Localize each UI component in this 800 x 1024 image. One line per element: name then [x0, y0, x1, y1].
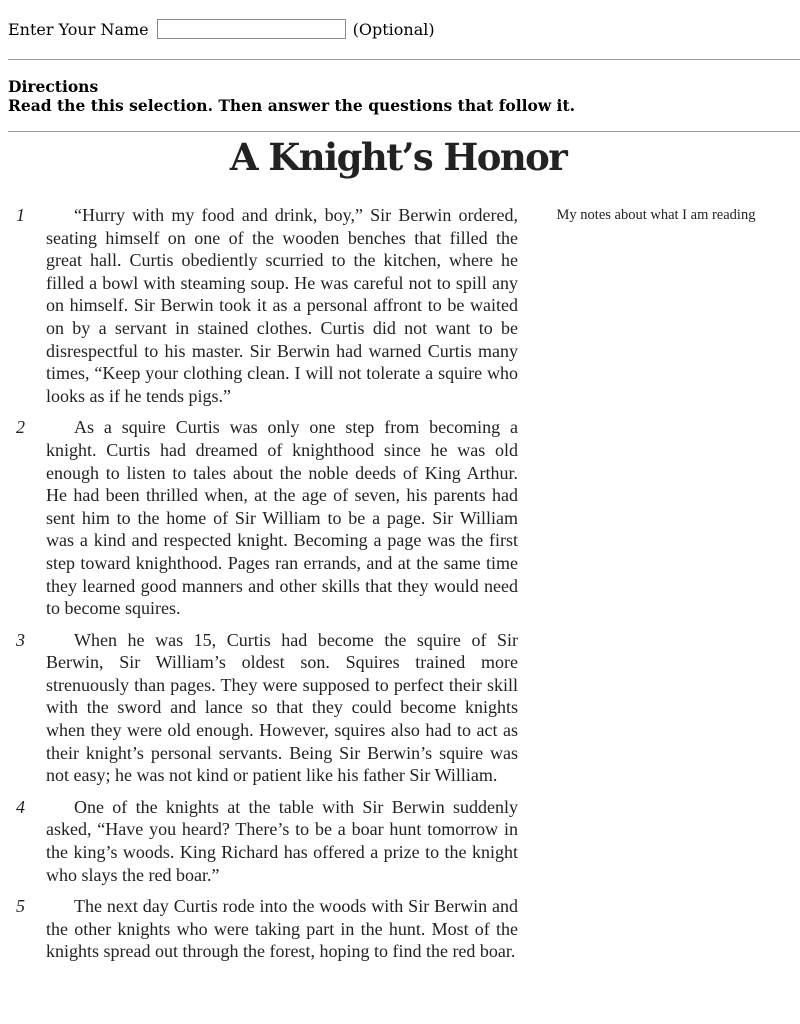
passage-title: A Knight’s Honor: [229, 135, 567, 179]
paragraph-text: As a squire Curtis was only one step from becoming a knight. Curtis had dreamed of knighthood since he was old enough to listen to tales about the noble deeds of King Arthur. He had been thrilled when, at the age of seven, his parents had sent him to the home of Sir William to be a page. Sir William was a kind and respected knight. Becoming a page was the first step toward knighthood. Pages ran errands, and at the same time they learned good manners and other skills that they would need to become squires.: [46, 417, 518, 619]
paragraph-text: One of the knights at the table with Sir Berwin suddenly asked, “Have you heard? There’s to be a boar hunt tomorrow in the king’s woods. King Richard has offered a prize to the knight who slays the red boar.”: [46, 796, 518, 885]
passage-body: [0, 204, 560, 972]
paragraph-text: The next day Curtis rode into the woods with Sir Berwin and the other knights who were taking part in the hunt. Most of the knights spread out through the forest, hoping to find the red boar.: [46, 896, 518, 962]
title-divider: [8, 131, 800, 132]
paragraph: [0, 796, 560, 886]
name-entry-row: [8, 17, 435, 41]
notes-label: My notes about what I am reading: [556, 207, 756, 223]
optional-label: (Optional): [352, 19, 435, 39]
paragraph-number: 2: [16, 417, 25, 438]
directions-block: [8, 77, 575, 115]
paragraph-text: When he was 15, Curtis had become the squire of Sir Berwin, Sir William’s oldest son. Squires trained more strenuously than pages. They were supposed to perfect their skill with the sword and lance so that they could become knights when they were old enough. However, squires also had to act as their knight’s personal servants. Being Sir Berwin’s squire was not easy; he was not kind or patient like his father Sir William.: [46, 629, 518, 786]
paragraph: [0, 629, 560, 787]
paragraph-number: 3: [16, 629, 25, 650]
name-input[interactable]: [157, 19, 346, 39]
paragraph-number: 5: [16, 896, 25, 917]
name-label: Enter Your Name: [8, 19, 149, 39]
paragraph: [0, 416, 560, 619]
paragraph-number: 4: [16, 796, 25, 817]
directions-heading: Directions: [8, 77, 99, 96]
top-divider: [8, 59, 800, 60]
paragraph: [0, 895, 560, 963]
directions-text: Read the this selection. Then answer the questions that follow it.: [8, 96, 575, 115]
paragraph: [0, 204, 560, 407]
paragraph-number: 1: [16, 205, 25, 225]
paragraph-text: “Hurry with my food and drink, boy,” Sir Berwin ordered, seating himself on one of the wooden benches that filled the great hall. Curtis obediently scurried to the kitchen, where he filled a bowl with steaming soup. He was careful not to spill any on himself. Sir Berwin took it as a personal affront to be waited on by a servant in stained clothes. Curtis did not want to be disrespectful to his master. Sir Berwin had warned Curtis many times, “Keep your clothing clean. I will not tolerate a squire who looks as if he tends pigs.”: [46, 205, 518, 406]
